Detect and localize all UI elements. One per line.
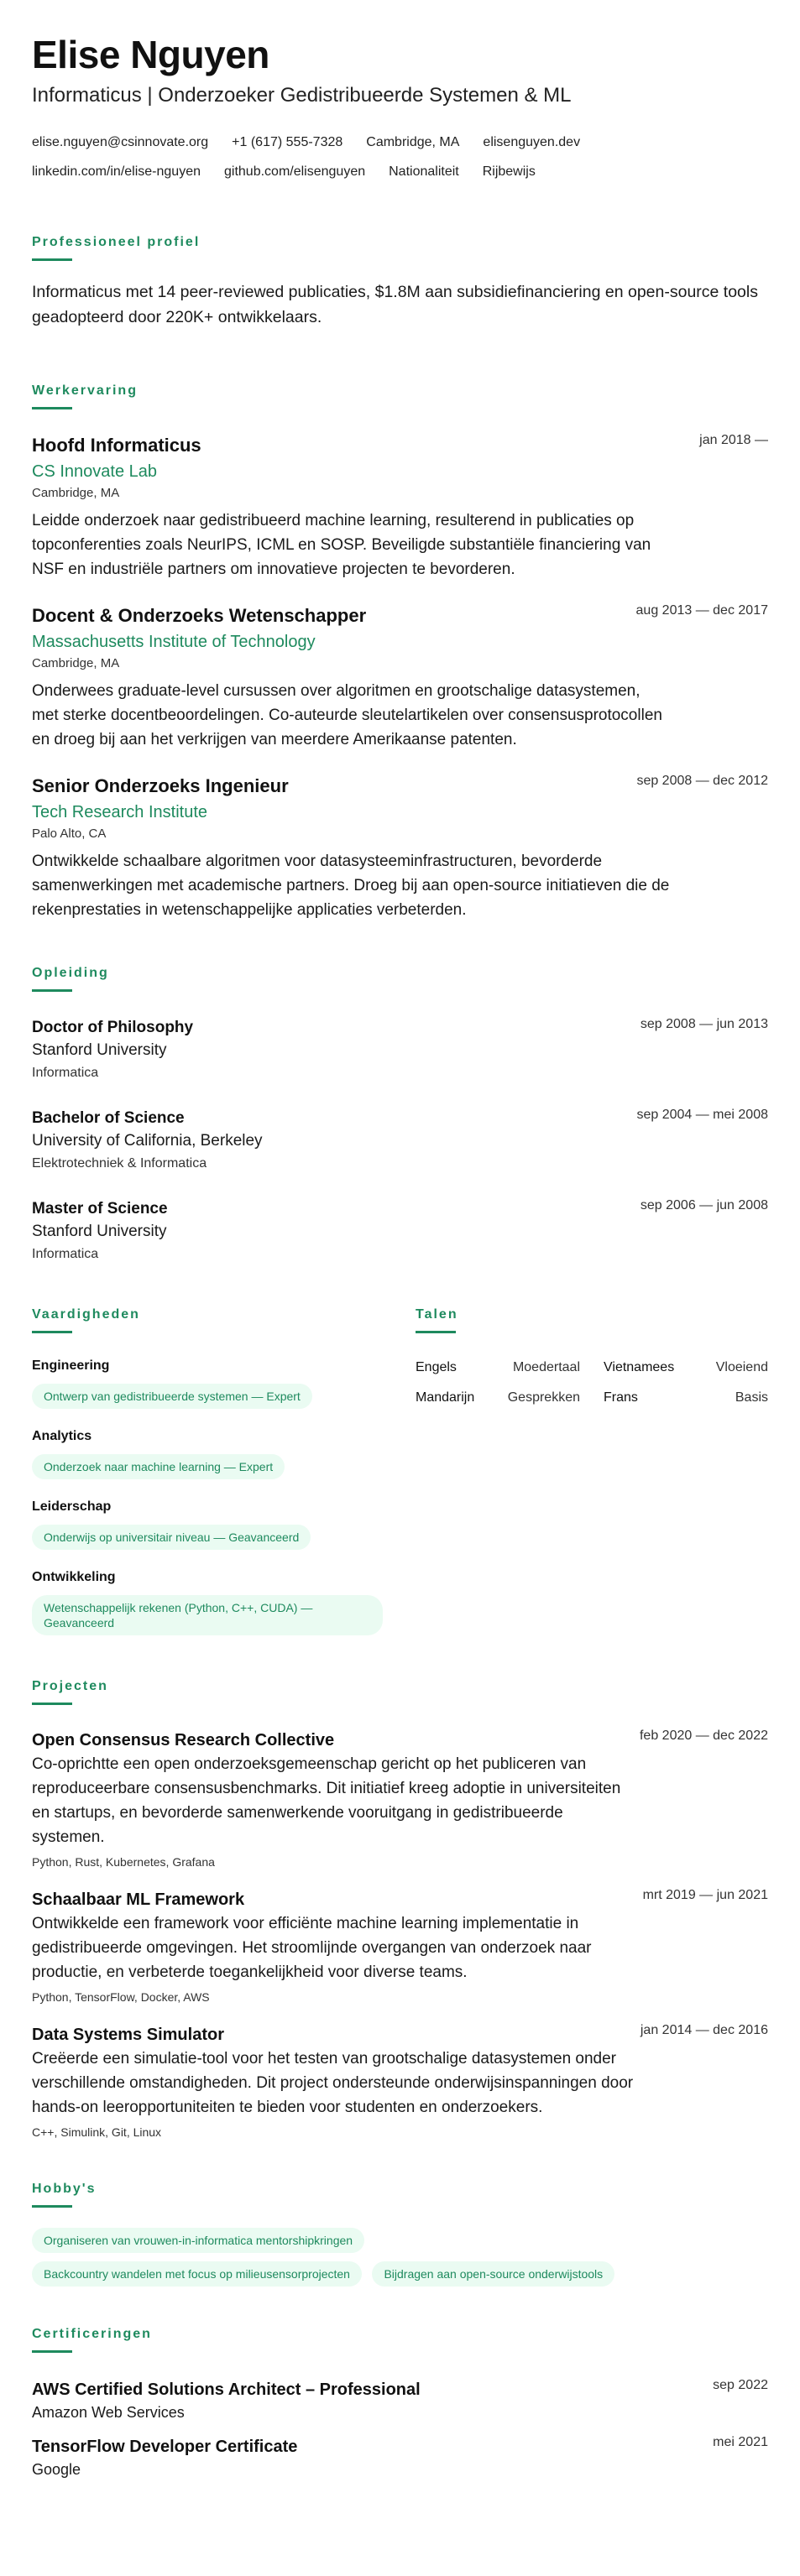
contact-github[interactable]: github.com/elisenguyen bbox=[224, 164, 366, 179]
job-description: Onderwees graduate-level cursussen over algoritmen en grootschalige datasystemen, met sterke docentbeoordelingen. Co-auteurde sleutelartikelen over consensusprotocollen en droeg bij aan het verkrijgen van meerdere Amerikaanse patenten. bbox=[32, 682, 662, 748]
section-rule bbox=[32, 2205, 72, 2208]
education-section bbox=[32, 966, 768, 1265]
education-date: sep 2006 — jun 2008 bbox=[640, 1198, 768, 1212]
section-title-education: Opleiding bbox=[32, 966, 109, 980]
section-rule bbox=[32, 2350, 72, 2353]
project-description: Ontwikkelde een framework voor efficiënte machine learning implementatie in gedistribueerde omgevingen. Het stroomlijnde overgangen van onderzoek naar productie, en verbeterde toegankelijkheid voor diverse teams. bbox=[32, 1915, 592, 1981]
job-entry bbox=[32, 603, 768, 752]
education-school: Stanford University bbox=[32, 1223, 167, 1240]
language-grid bbox=[416, 1358, 768, 1407]
job-date: jan 2018 — bbox=[699, 433, 768, 447]
job-title: Senior Onderzoeks Ingenieur bbox=[32, 775, 289, 796]
hobby-pill: Bijdragen aan open-source onderwijstools bbox=[372, 2261, 614, 2287]
certification-title: TensorFlow Developer Certificate bbox=[32, 2438, 298, 2456]
language-name: Mandarijn bbox=[416, 1390, 475, 1405]
section-title-projects: Projecten bbox=[32, 1679, 108, 1693]
job-location: Cambridge, MA bbox=[32, 486, 120, 500]
certifications-section bbox=[32, 2327, 768, 2480]
profile-section bbox=[32, 235, 768, 330]
profile-text: Informaticus met 14 peer-reviewed publicaties, $1.8M aan subsidiefinanciering en open-source tools geadopteerd door 220K+ ontwikkelaars. bbox=[32, 283, 758, 326]
section-rule bbox=[32, 989, 72, 992]
section-rule bbox=[32, 1703, 72, 1705]
section-rule bbox=[416, 1331, 456, 1333]
section-rule bbox=[32, 1331, 72, 1333]
language-row bbox=[416, 1358, 768, 1377]
job-date: sep 2008 — dec 2012 bbox=[636, 774, 768, 788]
project-tech: Python, TensorFlow, Docker, AWS bbox=[32, 1990, 210, 2004]
certification-title: AWS Certified Solutions Architect – Professional bbox=[32, 2380, 421, 2399]
skill-pill: Wetenschappelijk rekenen (Python, C++, CUDA) — Geavanceerd bbox=[32, 1595, 383, 1635]
languages-section bbox=[416, 1307, 768, 1635]
certification-entry bbox=[32, 2435, 768, 2480]
language-name: Vietnamees bbox=[604, 1360, 675, 1374]
skill-group bbox=[32, 1568, 416, 1635]
section-title-skills: Vaardigheden bbox=[32, 1307, 140, 1322]
hobbies-section bbox=[32, 2182, 768, 2287]
education-entry bbox=[32, 1198, 768, 1265]
language-level: Gesprekken bbox=[507, 1390, 580, 1405]
skill-group bbox=[32, 1498, 416, 1550]
skill-category: Analytics bbox=[32, 1429, 92, 1443]
experience-section bbox=[32, 383, 768, 922]
job-title: Hoofd Informaticus bbox=[32, 435, 201, 456]
degree-title: Doctor of Philosophy bbox=[32, 1019, 194, 1036]
certification-date: sep 2022 bbox=[713, 2378, 768, 2392]
job-org: Tech Research Institute bbox=[32, 803, 207, 821]
education-date: sep 2008 — jun 2013 bbox=[640, 1017, 768, 1031]
education-field: Elektrotechniek & Informatica bbox=[32, 1156, 207, 1171]
project-entry bbox=[32, 1888, 768, 2006]
job-location: Palo Alto, CA bbox=[32, 827, 107, 841]
skill-category: Engineering bbox=[32, 1358, 110, 1373]
skills-languages-row bbox=[32, 1307, 768, 1635]
contact-license: Rijbewijs bbox=[482, 164, 536, 179]
hobby-pill: Backcountry wandelen met focus op milieusensorprojecten bbox=[32, 2261, 362, 2287]
contact-website[interactable]: elisenguyen.dev bbox=[483, 135, 581, 149]
education-school: Stanford University bbox=[32, 1041, 167, 1059]
job-description: Leidde onderzoek naar gedistribueerd machine learning, resulterend in publicaties op topconferenties zoals NeurIPS, ICML en SOSP. Beveiligde substantiële financiering van NSF en industriële partners om innovatieve projecten te bevorderen. bbox=[32, 512, 651, 578]
contact-nationality: Nationaliteit bbox=[389, 164, 459, 179]
education-field: Informatica bbox=[32, 1247, 99, 1261]
language-name: Frans bbox=[604, 1390, 638, 1405]
job-org: CS Innovate Lab bbox=[32, 462, 157, 481]
education-date: sep 2004 — mei 2008 bbox=[636, 1108, 768, 1122]
education-entry bbox=[32, 1017, 768, 1084]
language-level: Vloeiend bbox=[715, 1360, 768, 1374]
project-title: Schaalbaar ML Framework bbox=[32, 1890, 245, 1909]
degree-title: Master of Science bbox=[32, 1200, 168, 1218]
project-date: feb 2020 — dec 2022 bbox=[639, 1729, 768, 1743]
certification-date: mei 2021 bbox=[713, 2435, 768, 2449]
job-date: aug 2013 — dec 2017 bbox=[635, 603, 768, 618]
section-title-certifications: Certificeringen bbox=[32, 2327, 152, 2341]
skill-group bbox=[32, 1427, 416, 1479]
certification-entry bbox=[32, 2378, 768, 2423]
skill-pill: Onderzoek naar machine learning — Expert bbox=[32, 1454, 285, 1479]
section-rule bbox=[32, 258, 72, 261]
project-title: Open Consensus Research Collective bbox=[32, 1731, 335, 1749]
project-title: Data Systems Simulator bbox=[32, 2026, 224, 2044]
projects-section bbox=[32, 1679, 768, 2141]
education-field: Informatica bbox=[32, 1066, 99, 1080]
section-title-profile: Professioneel profiel bbox=[32, 235, 201, 249]
project-entry bbox=[32, 2023, 768, 2141]
contact-email[interactable]: elise.nguyen@csinnovate.org bbox=[32, 135, 209, 149]
job-location: Cambridge, MA bbox=[32, 656, 120, 670]
certification-issuer: Google bbox=[32, 2461, 81, 2478]
skills-section bbox=[32, 1307, 416, 1635]
project-date: mrt 2019 — jun 2021 bbox=[642, 1888, 768, 1902]
education-entry bbox=[32, 1108, 768, 1175]
skill-category: Leiderschap bbox=[32, 1499, 112, 1514]
language-row bbox=[416, 1389, 768, 1407]
contact-linkedin[interactable]: linkedin.com/in/elise-nguyen bbox=[32, 164, 201, 179]
project-description: Co-oprichtte een open onderzoeksgemeenschap gericht op het publiceren van reproduceerbare consensusbenchmarks. Dit initiatief kreeg adoptie in universiteiten en startups, en bevorderde samenwerkende vooruitgang in gedistribueerde systemen. bbox=[32, 1755, 621, 1846]
project-entry bbox=[32, 1729, 768, 1871]
education-school: University of California, Berkeley bbox=[32, 1132, 263, 1150]
project-tech: C++, Simulink, Git, Linux bbox=[32, 2125, 162, 2139]
language-level: Moedertaal bbox=[512, 1360, 580, 1374]
job-description: Ontwikkelde schaalbare algoritmen voor datasysteeminfrastructuren, bevorderde samenwerkingen met academische partners. Droeg bij aan open-source initiatieven die de rekenprestaties in wetenschappelijke applicaties verbeterden. bbox=[32, 853, 670, 919]
contact-location: Cambridge, MA bbox=[366, 135, 460, 149]
language-name: Engels bbox=[416, 1360, 457, 1374]
job-entry bbox=[32, 433, 768, 581]
certification-issuer: Amazon Web Services bbox=[32, 2404, 185, 2421]
skill-pill: Onderwijs op universitair niveau — Geavanceerd bbox=[32, 1525, 311, 1550]
language-level: Basis bbox=[735, 1390, 768, 1405]
hobby-list bbox=[32, 2219, 768, 2287]
degree-title: Bachelor of Science bbox=[32, 1109, 185, 1127]
contact-phone[interactable]: +1 (617) 555-7328 bbox=[232, 135, 343, 149]
person-subtitle: Informaticus | Onderzoeker Gedistribueerde Systemen & ML bbox=[32, 84, 572, 107]
project-tech: Python, Rust, Kubernetes, Grafana bbox=[32, 1855, 215, 1869]
section-title-hobbies: Hobby's bbox=[32, 2182, 97, 2196]
skill-category: Ontwikkeling bbox=[32, 1570, 116, 1584]
skill-pill: Ontwerp van gedistribueerde systemen — Expert bbox=[32, 1384, 312, 1409]
job-org: Massachusetts Institute of Technology bbox=[32, 633, 316, 651]
section-title-languages: Talen bbox=[416, 1307, 458, 1322]
project-description: Creëerde een simulatie-tool voor het testen van grootschalige datasystemen onder verschillende omstandigheden. Dit project ondersteunde onderwijsinspanningen door hands-on leeropportuniteiten te bieden voor studenten en onderzoekers. bbox=[32, 2050, 634, 2116]
section-title-experience: Werkervaring bbox=[32, 383, 138, 398]
job-entry bbox=[32, 774, 768, 922]
person-name: Elise Nguyen bbox=[32, 33, 269, 76]
job-title: Docent & Onderzoeks Wetenschapper bbox=[32, 605, 367, 626]
project-date: jan 2014 — dec 2016 bbox=[640, 2023, 768, 2037]
section-rule bbox=[32, 407, 72, 409]
hobby-pill: Organiseren van vrouwen-in-informatica mentorshipkringen bbox=[32, 2228, 364, 2253]
skill-group bbox=[32, 1357, 416, 1409]
contact-list bbox=[32, 128, 703, 186]
